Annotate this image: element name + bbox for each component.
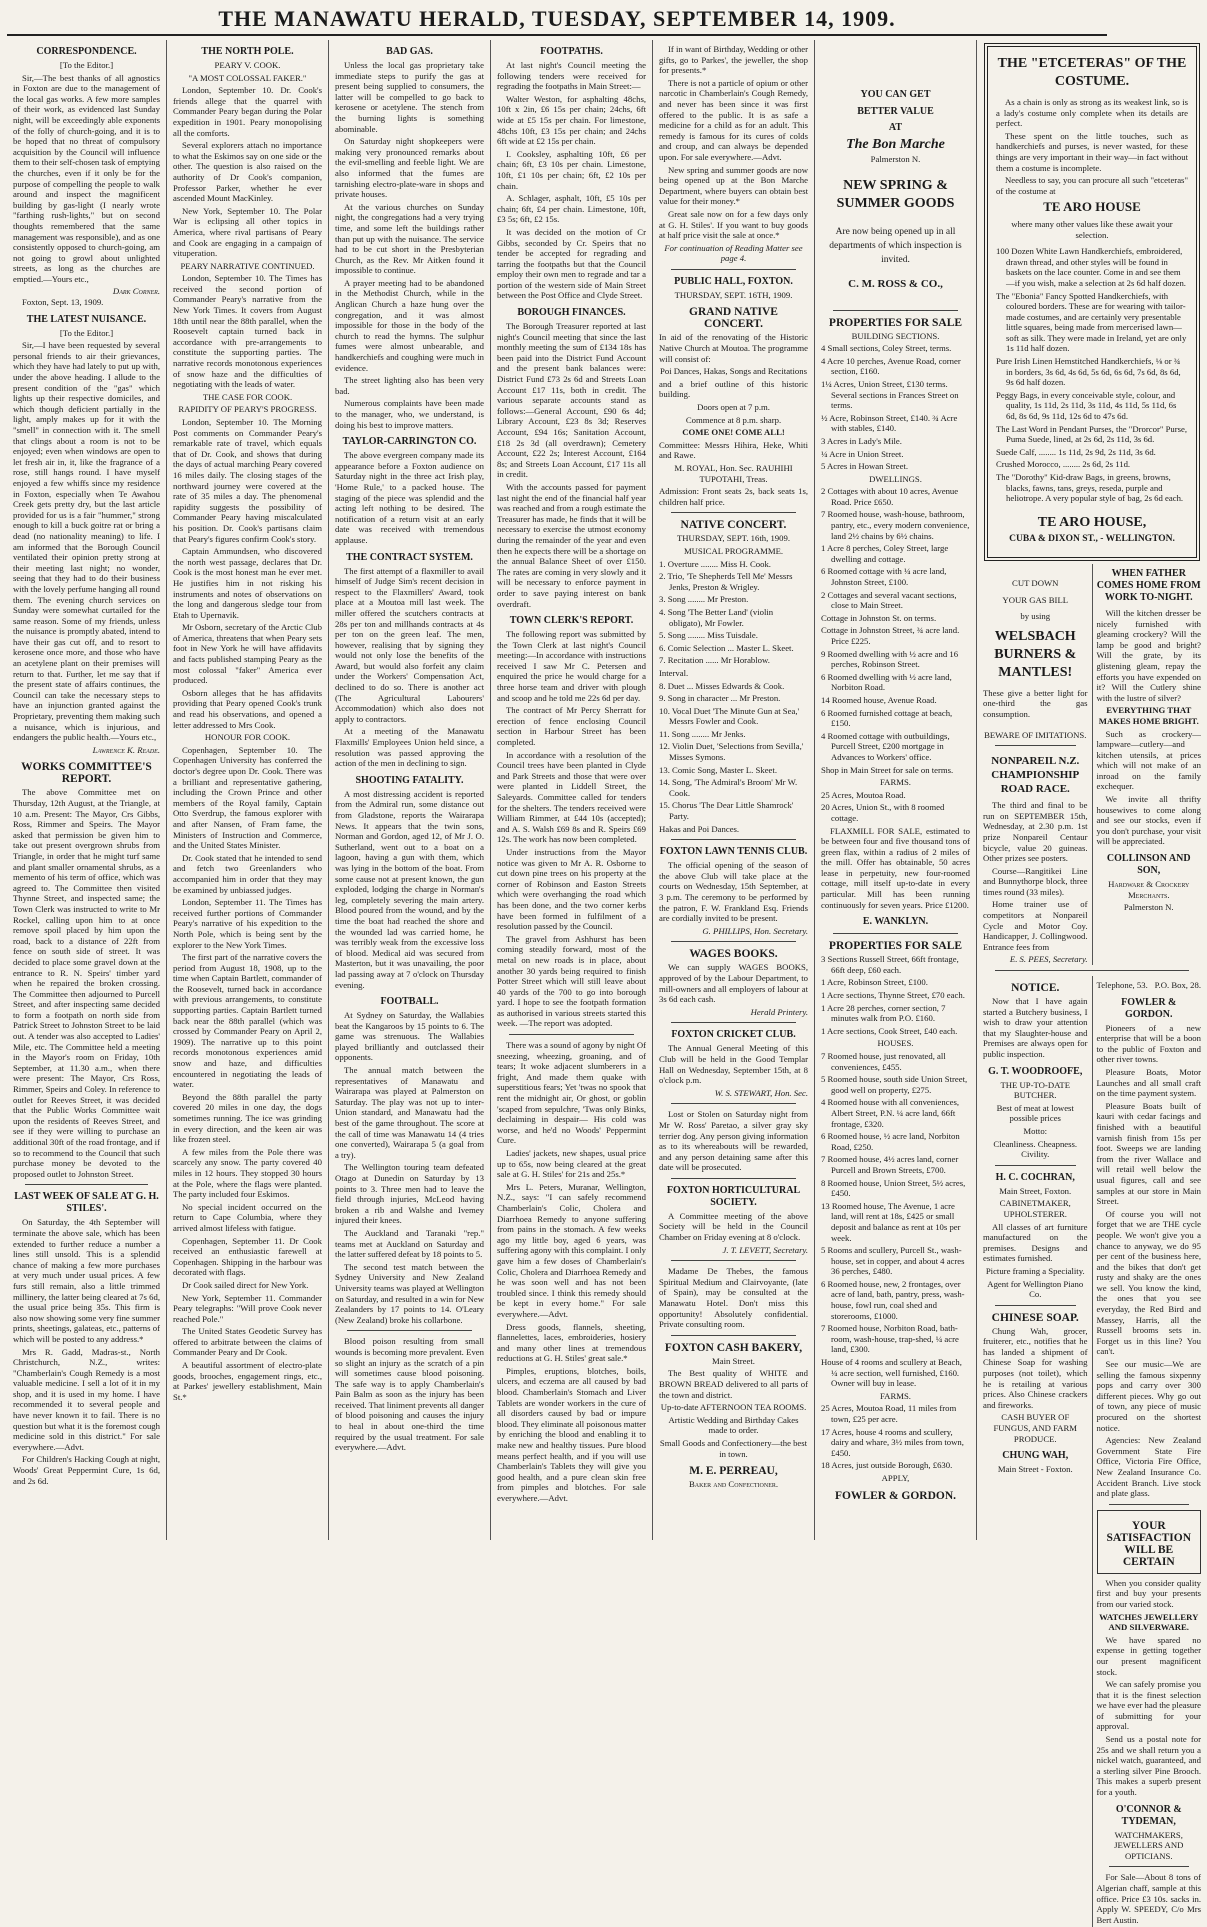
signature: J. T. LEVETT, Secretary. bbox=[722, 1244, 808, 1255]
paragraph: and a brief outline of this historic building. bbox=[659, 378, 808, 400]
watches-heading: WATCHES JEWELLERY AND SILVERWARE. bbox=[1099, 1611, 1199, 1633]
fowler-gordon: FOWLER & GORDON. bbox=[834, 1489, 957, 1502]
list-item: 5 Acres in Howan Street. bbox=[821, 461, 909, 472]
subheading: THE CASE FOR COOK. bbox=[202, 391, 293, 402]
paragraph: When you consider quality first and buy your presents from our varied stock. bbox=[1096, 1577, 1201, 1609]
paragraph: The Borough Treasurer reported at last night's Council meeting that since the last monthly meeting the sum of £134 18s has been paid into the District Fund Account and the present bank balances were: District Fund £73 2s 6d and Streets Loan Account £17 11s, both in credit. The various separate accounts stand as follows:—General Account, £90 6s 4d; Library Account, £23 8s 3d; Reserves Account, £94 16s; Sanitation Account, £18 2s 3d (all overdrawn); Cemetery Account, £22 2s; Interest Account, £164 8s; and Streets Loan Account, £17 11s all in credit. bbox=[497, 321, 646, 480]
paragraph: The first attempt of a flaxmiller to avail himself of Judge Sim's recent decision in respect to the Flaxmillers' Award, took place at a Moutoa mill last week. The miller offered the scutchers contracts at 28s per ton and millhands contracts at 4s per ton on the green leaf. The men, however, realising that by signing they would not only lose the benefits of the Award, but would also forfeit any claim under the Workers' Compensation Act, declined to do so. There is another act (The Agricultural Labourers' Accommodation) which also does not apply to contractors. bbox=[335, 565, 484, 724]
notice-column bbox=[983, 976, 1093, 1927]
paragraph: Needless to say, you can procure all such "etceteras" of the costume at bbox=[996, 175, 1188, 196]
correspondence-heading: CORRESPONDENCE. bbox=[36, 46, 137, 57]
subheading: PEARY V. COOK. bbox=[214, 60, 281, 70]
list-item: 5. Song ........ Miss Tuisdale. bbox=[659, 630, 758, 641]
grand-concert-heading: GRAND NATIVE CONCERT. bbox=[689, 306, 778, 331]
list-item: 3. Song ........ Mr Preston. bbox=[659, 594, 749, 605]
paragraph: In aid of the renovating of the Historic Native Church at Moutoa. The programme will consist of: bbox=[659, 332, 808, 364]
picture-framing: Picture framing a Speciality. bbox=[985, 1265, 1085, 1276]
works-report: The above Committee met on Thursday, 12th August, at the Triangle, at 10 a.m. Present: The Mayor, Crs Gibbs, Ross, Rimmer and Speirs. The Mayor asked that permission be given him to take out present overgrown shrubs from Triangle, in order that he might turf same and plant smaller ornamental shrubs, as a memento of his term of office, which was agreed to. The Committee then visited Thynne Street, and inspected same; the Town Clerk was instructed to write to Mr Rockel, calling upon him to at once remove spoil placed by him upon the road, back to a distance of 22ft from fence on south side of street. It was decided to place some gravel down at the entrance to R. N. Speirs' timber yard when he repaired the broken crossing. The Committee then adjourned to Purcell Street, and after inspecting same decided to form a footpath on north side from Patrick Street to Johnston Street to be laid out. A tender was also accepted to Ladies' Mile, etc. The Committee held a meeting in the Mayor's room on Friday, 10th September, at 11.30 a.m., when there were present: The Mayor, Crs Ross, Rimmer, Speirs and Coley. In reference to outlet for Reeves Street, it was decided that the Public Works Committee wait upon the residents of Reeves Street, and see if they were willing to purchase an additional 30ft of the road frontage, and if so to recommend to the Council that such purchase money be devoted to the proposed outlet to Johnston Street. bbox=[13, 787, 160, 1179]
etceteras-ad bbox=[987, 46, 1197, 558]
welsbach-heading: WELSBACH BURNERS & MANTLES! bbox=[994, 628, 1077, 680]
paragraph: London, September 10. The Morning Post comments on Commander Peary's remarkable rate of travel, which equals that of Dr. Cook, and shows that during the days of actual marching Peary covered 16 miles daily. The closing stages of the northward journey were covered at the rate of 35 miles a day. The phenomenal rapidity suggests the possibility of Commander Peary having miscalculated his position. Dr. Cook's partisans claim that Peary's figures confirm Cook's story. bbox=[173, 417, 322, 544]
paragraph: As a chain is only as strong as its weakest link, so is a lady's costume only complete when its details are perfect. bbox=[996, 97, 1188, 129]
column-3 bbox=[329, 40, 491, 1540]
contract-heading: THE CONTRACT SYSTEM. bbox=[346, 551, 473, 563]
welsbach-ad bbox=[983, 564, 1093, 965]
father-ad bbox=[1097, 564, 1202, 965]
paragraph: These spent on the little touches, such as handkerchiefs and purses, is never wasted, for these things are very important in their way—in fact without them a costume is incomplete. bbox=[996, 130, 1188, 173]
farm-list-2 bbox=[821, 1403, 970, 1471]
paragraph: The Auckland and Taranaki "rep." teams met at Auckland on Saturday and the latter suffered defeat by 18 points to 5. bbox=[335, 1227, 484, 1260]
column-2 bbox=[167, 40, 329, 1540]
columns bbox=[7, 40, 1201, 1925]
paragraph: I. Cooksley, asphalting 10ft, £6 per chain; 6ft, £3 10s per chain. Limestone, 10ft, £1 10s per chain; 6ft, £2 10s per chain. bbox=[497, 148, 646, 191]
list-item: 4 Roomed cottage with outbuildings, Purcell Street, £200 mortgage in Advances to Workers' office. bbox=[821, 730, 950, 762]
subheading: RAPIDITY OF PEARY'S PROGRESS. bbox=[178, 404, 317, 415]
list-item: 6 Roomed furnished cottage at beach, £150. bbox=[821, 707, 953, 729]
paragraph: London, September 11. The Times has received further portions of Commander Peary's narrative of his expedition to the North Pole, which is being sent by the explorer to the New York Times. bbox=[173, 897, 322, 950]
concert-items: Poi Dances, Hakas, Songs and Recitations bbox=[660, 366, 807, 377]
list-item: 25 Acres, Moutoa Road, 11 miles from town, £25 per acre. bbox=[821, 1403, 957, 1424]
list-item: 7 Roomed house, wash-house, bathroom, pantry, etc., every modern convenience, land 2½ chains by 6½ chains. bbox=[821, 509, 970, 541]
oconnor-heading: O'CONNOR & TYDEMAN, bbox=[1115, 1803, 1182, 1827]
paragraph: Course—Rangitikei Line and Bunnythorpe block, three times round (33 miles). bbox=[983, 865, 1088, 897]
paragraph: Beyond the 88th parallel the party covered 20 miles in one day, the dogs sometimes running. The ice was grinding in every direction, and the keen air was like frozen steel. bbox=[173, 1091, 322, 1145]
paragraph: Under instructions from the Mayor notice was given to Mr A. R. Osborne to cut down pine trees on his property at the corner of Robinson and Easton Streets which were overhanging the road which has been done, and the two corner kerbs have been formed in fulfilment of a resolution passed by the Council. bbox=[497, 846, 646, 932]
list-item: 7 Roomed house, 4½ acres land, corner Purcell and Brown Streets, £700. bbox=[821, 1154, 959, 1175]
list-item: Cottage in Johnston St. on terms. bbox=[821, 612, 937, 623]
letter-nuisance: Sir,—I have been requested by several personal friends to air their grievances, which they have had lately to put up with, under the above heading. I allude to the present condition of the "gas" which lights up their respective domiciles, and which though deficient partially in the light, amply makes up for it with the "smell" in connection with it. The smell that clings about a room is not to be enjoyed; even when windows are open to let fresh air in, it, like the fragrance of a rose, still hangs round. I have myself enjoyed a few whiffs since my residence in Foxton, especially when Te Awahou Creek gets pretty dry, but the last article provided for us is a fair "hummer," strong enough to kill a buck goitre rat or bring a dead (no nationality meaning) to life. I am informed that the Borough Council ventilated their opinion pretty strong at their meeting last night; no wonder, seeing that they had to do their business with the lovely perfume hanging all round them. The evening church services on Sunday were somewhat curtailed for the same reason. Some of my friends, unless the nuisance is promptly abated, intend to have their gas cut off, and to resort to kerosene once more, and those who have an acetylene plant on their premises will return to that. Further, let me say that if the present state of affairs continues, the Council can take the necessary steps to have an injunction granted against the Proprietary, preventing them making such a nuisance, which is injurious, and endangers the public health.—Yours etc., bbox=[13, 340, 160, 743]
list-item: 1 Acre sections, Cook Street, £40 each. bbox=[821, 1025, 958, 1036]
cochran-heading: H. C. COCHRAN, bbox=[995, 1171, 1075, 1183]
letter-gas: Sir,—The best thanks of all agnostics in Foxton are due to the management of the local gas works. A few more samples of their work, as evidenced last Sunday night, will be exceedingly able exponents of the folly of church-going, and it is to be hoped that no threat of compulsory acquisition by the Council will influence them to their self-chosen task of emptying the churches, even if it only be for the purpose of compelling the people to walk around and inspect the magnificent building by gas-light (I nearly wrote "farthing rush-lights," but on second thoughts remembered that the same management was responsible), and as one consistently opposed to church-going, am not going to growl about unlighted streets, as long as the churches are emptied.—Yours etc., bbox=[13, 72, 160, 284]
paragraph: Osborn alleges that he has affidavits providing that Peary opened Cook's trunk and read his observations, and opened a letter addressed to Mrs Cook. bbox=[173, 687, 322, 730]
list-item: 6 Roomed house, ½ acre land, Norbiton Road, £250. bbox=[821, 1131, 960, 1152]
paragraph: Pimples, eruptions, blotches, boils, ulcers, and eczema are all caused by bad blood. Chamberlain's Stomach and Liver Tablets are wonder workers in the cure of all disorders caused by bad or impure blood. They eliminate all poisonous matter by enriching the blood and enabling it to make new and healthy tissues. Pure blood means perfect health, and if you will use Chamberlain's Tablets they will give you good health, and a pure clean skin free from pimples and blotches. For sale everywhere.—Advt. bbox=[497, 1365, 646, 1503]
ad-line: YOUR GAS BILL bbox=[1002, 594, 1069, 605]
column-5 bbox=[653, 40, 815, 1540]
north-pole-heading: THE NORTH POLE. bbox=[201, 46, 294, 57]
masthead: THE MANAWATU HERALD, TUESDAY, SEPTEMBER 14, 1909. bbox=[7, 6, 1107, 36]
letter-signature: Lawrence K. Reade. bbox=[92, 744, 160, 755]
list-item: 1 Acre 28 perches, corner section, 7 minutes walk from P.O. £160. bbox=[821, 1002, 946, 1024]
chung-address: Main Street - Foxton. bbox=[997, 1464, 1073, 1475]
signature: E. S. PEES, Secretary. bbox=[1009, 954, 1088, 965]
chung-heading: CHUNG WAH, bbox=[1002, 1450, 1069, 1462]
list-item: 6 Roomed cottage with ¼ acre land, Johnston Street, £100. bbox=[821, 566, 947, 588]
wanklyn: E. WANKLYN. bbox=[862, 916, 929, 928]
list-item: 4 Acre 10 perches, Avenue Road, corner section, £160. bbox=[821, 355, 961, 377]
soap-heading: CHINESE SOAP. bbox=[991, 1311, 1079, 1324]
paragraph: At the various churches on Sunday night, the congregations had a very trying time, and some left the buildings rather than put up with the nuisance. The service had to be cut short in the Presbyterian Church, as the Rev. Mr Aitken found it impossible to continue. bbox=[335, 201, 484, 276]
paragraph: The official opening of the season of the above Club will take place at the courts on Wednesday, 15th September, at 3 p.m. The ceremony to be performed by the patron, F. W. Frankland Esq. Friends are cordially invited to be present. bbox=[659, 860, 808, 924]
paragraph: A. Schlager, asphalt, 10ft, £5 10s per chain; 6ft, £4 per chain. Limestone, 10ft, £3 5s; 6ft, £2 15s. bbox=[497, 193, 646, 225]
bakery-heading: FOXTON CASH BAKERY, bbox=[664, 1341, 803, 1354]
paragraph: London, September 10. Dr. Cook's friends allege that the quarrel with Commander Peary began during the Polar expedition in 1901. Peary monopolising all the comforts. bbox=[173, 85, 322, 138]
native-concert-heading: NATIVE CONCERT. bbox=[680, 519, 787, 532]
perreau-title: Baker and Confectioner. bbox=[688, 1479, 779, 1490]
houses: HOUSES. bbox=[877, 1038, 914, 1049]
notice-heading: NOTICE. bbox=[1011, 982, 1060, 995]
list-item: 8. Duet ... Misses Edwards & Cook. bbox=[659, 680, 785, 691]
list-item: 17 Acres, house 4 rooms and scullery, dairy and whare, 3½ miles from town, £450. bbox=[821, 1426, 964, 1458]
paragraph: The Wellington touring team defeated Otago at Dunedin on Saturday by 13 points to 3. Three men had to leave the field through injuries, McLeod having broken a rib and Walshe and Ivemey injured their knees. bbox=[335, 1162, 484, 1226]
paragraph: The Best quality of WHITE and BROWN BREAD delivered to all parts of the town and district. bbox=[659, 1368, 808, 1400]
list-item: 2 Cottages and several vacant sections, close to Main Street. bbox=[821, 589, 957, 611]
paragraph: At last night's Council meeting the following tenders were received for regrading the footpaths in Main Street:— bbox=[497, 60, 646, 92]
paragraph: In accordance with a resolution of the Council trees have been planted in Clyde and Park Streets and those that were over were planted in Liddell Street, the Saleyards. Committee called for tenders for the shelters. The tenders received were William Rimmer, at £44 10s (accepted); and A. S. Walsh £69 8s and R. Speirs £69 12s. The work has now been completed. bbox=[497, 749, 646, 845]
list-item: Interval. bbox=[659, 667, 689, 678]
fowler-gordon-heading: FOWLER & GORDON. bbox=[1121, 996, 1177, 1020]
to-editor: [To the Editor.] bbox=[59, 327, 114, 338]
poem: There was a sound of agony by night Of sneezing, wheezing, groaning, and of tears; It woke adjacent slumberers in a fright, And made them quake with superstitious fears; Yet 'twas no spook that rent the midnight air, Or ghost, or goblin 'scaped from sepulchre, 'Twas only Binks, declaiming in despair— His cold was worse, and he'd no Woods' Peppermint Cure. bbox=[497, 1040, 646, 1146]
paragraph: All classes of art furniture manufactured on the premises. Designs and estimates furnished. bbox=[983, 1221, 1088, 1264]
list-item: 6. Comic Selection ... Master L. Skeet. bbox=[659, 642, 794, 653]
testimonial: Mrs R. Gadd, Madras-st., North Christchurch, N.Z., writes: "Chamberlain's Cough Remedy is a most valuable medicine. I sell a lot of it in my shop, and it is used in my home. I have recommended it to several people and have never known it to fail. There is no question but what it is the foremost cough medicine sold in this district." For sale everywhere.—Advt. bbox=[13, 1346, 160, 1452]
collinson-title: Hardware & Crockery Merchants. bbox=[1108, 879, 1190, 900]
list-item: Crushed Morocco, ........ 2s 6d, 2s 11d. bbox=[996, 459, 1131, 470]
list-item: 100 Dozen White Lawn Handkerchiefs, embroidered, drawn thread, and other styles will be found in baskets on the lace counter. Come in and see them—if you wish, make a selection at 2s 6d half dozen. bbox=[996, 246, 1186, 288]
secretary: M. ROYAL, Hon. Sec. RAUHIHI TUPOTAHI, Treas. bbox=[674, 463, 793, 484]
etceteras-list bbox=[996, 246, 1188, 504]
doors-open: Doors open at 7 p.m. bbox=[697, 402, 770, 413]
paragraph: The third and final to be run on SEPTEMBER 15th, Wednesday, at 2.30 p.m. 1st prize Nonpareil Centaur bicycle, value 20 guineas. Other prizes see posters. bbox=[983, 800, 1088, 864]
paragraph: These give a better light for one-third the gas consumption. bbox=[983, 687, 1088, 719]
te-aro-heading-2: TE ARO HOUSE, bbox=[1037, 514, 1147, 530]
farms: FARMS. bbox=[880, 777, 911, 788]
list-item: 4. Song 'The Better Land' (violin obligato), Mr Fowler. bbox=[659, 606, 774, 628]
paragraph: The Annual General Meeting of this Club will be held in the Good Templar Hall on Wednesday, September 15th, at 8 o'clock p.m. bbox=[659, 1043, 808, 1086]
paragraph: New York, September 11. Commander Peary telegraphs: "Will prove Cook never reached Pole." bbox=[173, 1292, 322, 1324]
concert-date: THURSDAY, SEPT. 16TH, 1909. bbox=[674, 289, 793, 300]
paragraph: A prayer meeting had to be abandoned in the Methodist Church, while in the Anglican Church a haze hung over the congregation, and it was almost impossible for those in the body of the church to read the hymns. The sulphur fumes were almost unbearable, and handkerchiefs and coughing were much in evidence. bbox=[335, 277, 484, 373]
signature: G. PHILLIPS, Hon. Secretary. bbox=[702, 925, 808, 936]
paragraph: Copenhagen, September 11. Dr Cook received an enthusiastic farewell at Copenhagen. Shipping in the harbour was decorated with flags. bbox=[173, 1235, 322, 1278]
paragraph: See our music—We are selling the famous sixpenny pops and carry over 300 different pieces. Why go out of town, any piece of music procured on the shortest notice. bbox=[1096, 1359, 1201, 1433]
list-item: 20 Acres, Union St., with 8 roomed cottage. bbox=[821, 802, 945, 823]
paragraph: With the accounts passed for payment last night the end of the financial half year was reached and from a rough estimate the Treasurer has made, he finds that it will be necessary to exercise the utmost economy during the remainder of the year and even then he expects there will be a shortage on the annual Balance Sheet of over £150. The rates are coming in very slowly and it will be necessary to enforce payment in order to save paying interest on bank overdraft. bbox=[497, 481, 646, 609]
farm-list bbox=[821, 790, 970, 824]
perreau-heading: M. E. PERREAU, bbox=[689, 1465, 778, 1478]
paragraph: Unless the local gas proprietary take immediate steps to purify the gas at present being supplied to consumers, the latter will be compelled to go back to kerosene or acetylene. The stench from the burning lights is something abominable. bbox=[335, 60, 484, 134]
paragraph: Captain Ammundsen, who discovered the north west passage, declares that Dr. Cook is the most honest man he ever met. He justifies him in not risking his instruments and notes of observations on the long and dangerous sledge tour from Etah to Upernavik. bbox=[173, 546, 322, 620]
dwellings: DWELLINGS. bbox=[869, 473, 922, 484]
list-item: 3 Acres in Lady's Mile. bbox=[821, 435, 902, 446]
list-item: 9 Roomed dwelling with ½ acre and 16 perches, Robinson Street. bbox=[821, 648, 959, 670]
list-item: 11. Song ........ Mr Jenks. bbox=[659, 728, 746, 739]
paragraph: Lost or Stolen on Saturday night from Mr W. Ross' Paretao, a silver gray sky terrier dog. Any person giving information as to its whereabouts will be rewarded, and any person detaining same after this date will be prosecuted. bbox=[659, 1109, 808, 1173]
house-list bbox=[821, 1051, 970, 1389]
paragraph: The above evergreen company made its appearance before a Foxton audience on Saturday night in the three act Irish play, 'Home Rule,' to a packed house. The staging of the piece was splendid and the acting left nothing to be desired. The notification of a return visit at an early date was received with tremendous applause. bbox=[335, 450, 484, 545]
paragraph: Blood poison resulting from small wounds is becoming more prevalent. Even so slight an injury as the scratch of a pin will sometimes cause blood poisoning. The safe way is to apply Chamberlain's Pain Balm as soon as the injury has been received. That liniment prevents all danger of blood poisoning and causes the injury to heal in about one-third the time required by the usual treatment. For sale everywhere.—Advt. bbox=[335, 1336, 484, 1453]
paragraph: Pioneers of a new enterprise that will be a boon to the public of Foxton and other river towns. bbox=[1096, 1022, 1201, 1065]
woodroofe-tagline: Best of meat at lowest possible prices bbox=[996, 1102, 1074, 1124]
satisfaction-heading: YOUR SATISFACTION WILL BE CERTAIN bbox=[1106, 1519, 1192, 1568]
football-heading: FOOTBALL. bbox=[380, 996, 439, 1008]
list-item: Shop in Main Street for sale on terms. bbox=[821, 764, 954, 775]
ad-line: by using bbox=[1020, 611, 1051, 622]
paragraph: Dress goods, flannels, sheeting, flannelettes, laces, embroideries, hosiery and many other lines at tremendous reductions at G. H. Stiles' great sale.* bbox=[497, 1321, 646, 1364]
paragraph: Mrs L. Peters, Muranar, Wellington, N.Z., says: "I can safely recommend Chamberlain's Colic, Cholera and Diarrhoea Remedy to anyone suffering from pains in the stomach. A few weeks ago my little boy, aged 6 years, was suffering agony with this complaint. I only gave him a few doses of Chamberlain's Colic, Cholera and Diarrhoea Remedy and he was soon well and has not been troubled since. I think this remedy should be kept in every home." For sale everywhere.—Advt. bbox=[497, 1181, 646, 1319]
list-item: Peggy Bags, in every conceivable style, colour, and quality, 1s 11d, 2s 11d, 3s 11d, 4s 11d, 5s 11d, 6s 6d, 8s 6d, 9s 11d, 12s 6d to 47s 6d. bbox=[996, 389, 1177, 422]
paragraph: For Sale—About 8 tons of Algerian chaff, sample at this office. Price £3 10s. sacks in. Apply W. SPEEDY, C/o Mrs Bert Austin. bbox=[1096, 1872, 1201, 1925]
beware: BEWARE OF IMITATIONS. bbox=[984, 729, 1087, 740]
shooting-heading: SHOOTING FATALITY. bbox=[355, 774, 464, 786]
farms: FARMS. bbox=[880, 1390, 911, 1401]
list-item: 12. Violin Duet, 'Selections from Sevilla,' Misses Symons. bbox=[659, 741, 804, 763]
sale-text: On Saturday, the 4th September will terminate the above sale, which has been extended to further reduce a number a lines still unsold. This is a splendid chance of making a few more purchases at very much under usual prices. A few furs still remain, also a little trimmed millinery, the latter being cleared at 7s 6d, the usual price being 35s. This firm is also now showing some very fine summer prints, sheetings, galateas, etc., patterns of which will be posted to any address.* bbox=[13, 1217, 160, 1344]
list-item: 1 Acre, Robinson Street, £100. bbox=[821, 977, 928, 988]
list-item: House of 4 rooms and scullery at Beach, ¼ acre section, well furnished, £160. Owner will buy in lease. bbox=[821, 1357, 962, 1389]
subheading: HONOUR FOR COOK. bbox=[204, 732, 291, 743]
list-item: 3 Sections Russell Street, 66ft frontage, 66ft deep, £60 each. bbox=[821, 954, 959, 975]
commence: Commence at 8 p.m. sharp. bbox=[685, 414, 782, 425]
paragraph: Pleasure Boats, Motor Launches and all small craft on the time payment system. bbox=[1096, 1067, 1201, 1099]
list-item: 15. Chorus 'The Dear Little Shamrock' Party. bbox=[659, 800, 794, 822]
list-item: Suede Calf, ........ 1s 11d, 2s 9d, 2s 11d, 3s 6d. bbox=[996, 446, 1156, 457]
properties-list bbox=[821, 954, 970, 1036]
footpaths-heading: FOOTPATHS. bbox=[540, 46, 603, 57]
paragraph: On Saturday night shopkeepers were making very pronounced remarks about the evil-smelling and feeble light. We are also informed that the fumes are tarnishing electro-plate-ware in shops and private houses. bbox=[335, 136, 484, 200]
tea-rooms: Up-to-date AFTERNOON TEA ROOMS. bbox=[660, 1402, 807, 1413]
fungus: CASH BUYER OF FUNGUS, AND FARM PRODUCE. bbox=[993, 1412, 1078, 1444]
list-item: 2. Trio, 'Te Shepherds Tell Me' Messrs Jenks, Preston & Wrigley. bbox=[659, 571, 793, 592]
paragraph: The contract of Mr Percy Sherratt for erection of fence enclosing Council section in Harbour Street has been completed. bbox=[497, 705, 646, 748]
new-spring-heading: NEW SPRING & SUMMER GOODS bbox=[836, 177, 955, 211]
list-item: 5 Roomed house, south side Union Street, good well on property, £275. bbox=[821, 1074, 968, 1095]
subheading: PEARY NARRATIVE CONTINUED. bbox=[180, 260, 315, 271]
taylor-heading: TAYLOR-CARRINGTON CO. bbox=[342, 436, 477, 448]
subheading: "A MOST COLOSSAL FAKER." bbox=[188, 72, 307, 83]
ad-line: CUT DOWN bbox=[1012, 577, 1059, 588]
paragraph: At Sydney on Saturday, the Wallabies beat the Kangaroos by 15 points to 6. The game was strenuous. The Wallabies played brilliantly and outclassed their opponents. bbox=[335, 1010, 484, 1063]
column-1 bbox=[7, 40, 167, 1540]
list-item: Pure Irish Linen Hemstitched Handkerchiefs, ⅛ or ¾ in borders, 3s 6d, 4s 6d, 5s 6d, 6s 6d, 7s 6d, 8s 6d, 9s 6d half dozen. bbox=[996, 356, 1181, 388]
column-7 bbox=[977, 40, 1207, 1925]
contact-row bbox=[1097, 980, 1202, 991]
list-item: 1 Acre sections, Thynne Street, £70 each. bbox=[821, 990, 965, 1001]
newspaper-page bbox=[7, 0, 1201, 1925]
paragraph: Dr Cook sailed direct for New York. bbox=[182, 1279, 309, 1290]
paragraph: Copenhagen, September 10. The Copenhagen University has conferred the doctor's degree upon Dr. Cook. There was a brilliant and representative gathering, including the Crown Prince and other members of the Royal family, Captain Otto Sverdrup, the famous explorer with and after Nansen, of Fram fame, the Ministers of Instruction and Commerce, and the United States Minister. bbox=[173, 744, 322, 851]
paragraph: Madame De Thebes, the famous Spiritual Medium and Clairvoyante, (late of Spain), may be consulted at the Manawatu Hotel. Don't miss this opportunity! Absolutely confidential. Private consulting room. bbox=[659, 1266, 808, 1330]
collinson-address: Palmerston N. bbox=[1123, 902, 1174, 913]
paragraph: It was decided on the motion of Cr Gibbs, seconded by Cr. Speirs that no tender be accepted for regrading and tarring the footpaths but that the Council employ their own men to regrade and tar a portion of the western side of Main Street between the Post Office and Clyde Street. bbox=[497, 226, 646, 301]
paragraph: Committee: Messrs Hihira, Heke, Whiti and Rawe. bbox=[659, 439, 808, 461]
bon-marche-logo: The Bon Marche bbox=[846, 136, 945, 152]
te-aro-sub: where many other values like these await your selection. bbox=[1011, 218, 1173, 240]
paragraph: Such as crockery—lampware—cutlery—and kitchen utensils, at prices which will not make of an inroad on the family exchequer. bbox=[1096, 728, 1201, 792]
list-item: 7. Recitation ...... Mr Horablow. bbox=[659, 655, 770, 666]
paragraph: New York, September 10. The Polar War is eclipsing all other topics in America, where rival partisans of Peary and Cook are engaging in a campaign of vituperation. bbox=[173, 205, 322, 259]
list-item: ¼ Acre in Union Street. bbox=[821, 448, 904, 459]
list-item: 8 Roomed house, Union Street, 5½ acres, £450. bbox=[821, 1177, 966, 1199]
paragraph: Now that I have again started a Butchery business, I wish to draw your attention that my Slaughter-house and Premises are always open for public inspection. bbox=[983, 996, 1088, 1059]
father-heading: WHEN FATHER COMES HOME FROM WORK TO-NIGHT. bbox=[1096, 567, 1201, 603]
paragraph: Great sale now on for a few days only at G. H. Stiles'. If you want to buy goods at half price visit the sale at once.* bbox=[659, 208, 808, 241]
column-6 bbox=[815, 40, 977, 1540]
signature: Herald Printery. bbox=[750, 1006, 808, 1017]
paragraph: Pleasure Boats built of kauri with cedar facings and finished with a beautiful varnish finish from 15s per foot. Sweeps we are landing from the river Wallace and will retail well below the usual figures, call and see samples at our store in Main Street. bbox=[1096, 1100, 1201, 1207]
list-item: Cottage in Johnston Street, ¾ acre land. Price £225. bbox=[821, 625, 960, 646]
come-all: COME ONE! COME ALL! bbox=[682, 427, 785, 438]
signature: W. S. STEWART, Hon. Sec. bbox=[714, 1087, 808, 1098]
satisfaction-ad bbox=[1097, 1510, 1202, 1574]
town-clerk-heading: TOWN CLERK'S REPORT. bbox=[509, 615, 634, 627]
ad-line: Palmerston N. bbox=[870, 154, 921, 165]
paragraph: If in want of Birthday, Wedding or other gifts, go to Parkes', the jeweller, the shop for presents.* bbox=[659, 44, 808, 76]
paragraph: Home trainer use of competitors at Nonpareil Cycle and Motor Coy. Handicapper, J. Collingwood. Entrance fees from bbox=[983, 899, 1088, 952]
paragraph: A beautiful assortment of electro-plate goods, brooches, engagement rings, etc., at Parkes' jewellery establishment, Main St.* bbox=[173, 1360, 322, 1402]
cabinetmaker: CABINETMAKER, UPHOLSTERER. bbox=[999, 1198, 1071, 1219]
sale-heading: LAST WEEK OF SALE AT G. H. STILES'. bbox=[14, 1191, 159, 1215]
horticultural-heading: FOXTON HORTICULTURAL SOCIETY. bbox=[666, 1184, 801, 1208]
list-item: 6 Roomed dwelling with ½ acre land, Norbiton Road. bbox=[821, 671, 952, 693]
paragraph: London, September 10. The Times has received the second portion of Commander Peary's narrative from the New York Times. It covers from August 18th until near the 88th parallel, when the Roosevelt captain turned back in accordance with pre-arrangements to constitute the supporting parties. The narrative records monotonous experiences of snow haze and the difficulties of negotiating with the leads of water. bbox=[173, 273, 322, 390]
paragraph: Walter Weston, for asphalting 48chs, 10ft x 2in, £6 15s per chain; 24chs, 6ft wide at £5 15s per chain. For limestone, 48chs 10ft, £3 15s per chain; and 24chs 6ft wide at £2 15s per chain. bbox=[497, 93, 646, 147]
list-item: The "Ebonia" Fancy Spotted Handkerchiefs, with coloured borders. These are for wearing with tailor-made costumes, and are certainly very presentable little squares, being made from mercerised lawn—soft as silk. They were made in Ireland, yet are only 1s 11d half dozen. bbox=[996, 290, 1187, 354]
list-item: 6 Roomed house, new, 2 frontages, over acre of land, bath, pantry, press, wash-house, fowl run, coal shed and storerooms, £1000. bbox=[821, 1278, 965, 1321]
list-item: 13 Roomed house, The Avenue, 1 acre land, will rent at 18s, £425 or small deposit and balance as rent at 10s per week. bbox=[821, 1200, 961, 1243]
list-item: ½ Acre, Robinson Street, £140. ¾ Acre with stables, £140. bbox=[821, 412, 958, 434]
dwelling-list bbox=[821, 486, 970, 775]
piano-agent: Agent for Wellington Piano Co. bbox=[987, 1278, 1084, 1300]
list-item: 1. Overture ........ Miss H. Cook. bbox=[659, 558, 771, 569]
paragraph: We can supply WAGES BOOKS, approved of by the Labour Department, to mill-owners and all employers of labour at 3s 6d each cash. bbox=[659, 962, 808, 1005]
list-item: 4 Small sections, Coley Street, terms. bbox=[821, 343, 952, 354]
fowler-column bbox=[1097, 976, 1202, 1927]
cricket-heading: FOXTON CRICKET CLUB. bbox=[671, 1029, 796, 1041]
paragraph: Ladies' jackets, new shapes, usual price up to 65s, now being cleared at the great sale at G. H. Stiles' for 21s and 25s.* bbox=[497, 1148, 646, 1180]
nuisance-heading: THE LATEST NUISANCE. bbox=[26, 313, 147, 325]
to-editor: [To the Editor.] bbox=[59, 60, 114, 70]
paragraph: Admission: Front seats 2s, back seats 1s, children half price. bbox=[659, 486, 808, 507]
paragraph: Of course you will not forget that we are THE cycle people. We won't give you a chance to anyway, we do 95 per cent of the business here, and the bikes that don't get rusty and shaky are the ones we sell. You know the kind, the ones that you see everyday, the Red Bird and Massey, Harris, all the Russell brooms sets in. Forget us in this line? You can't. bbox=[1096, 1208, 1201, 1357]
paragraph: Chung Wah, grocer, fruiterer, etc., notifies that he has landed a shipment of Chinese Soap for washing purposes (not toilet), which he is retailing at various prices. Also Chinese crackers and fireworks. bbox=[983, 1325, 1088, 1410]
list-item: 10. Vocal Duet 'The Minute Gun at Sea,' Messrs Fowler and Cook. bbox=[659, 705, 800, 727]
paragraph: A most distressing accident is reported from the Admiral run, some distance out from Gladstone, reports the Wairarapa News. It appears that the twin sons, Norman and Gordon, aged 12, of Mr J. O. Sutherland, went out to a boat on a lagoon, having a gun with them, which was lying in the bottom of the boat. From some cause not at present known, the gun exploded, lodging the charge in Norman's leg, completely severing the main artery. Blood poured from the wound, and by the time the boat had reached the shore and the wounded lad was carried home, he was terribly weak from the excessive loss of blood. Medical aid was secured from Masterton, but it was unavailing, the poor lad passing away at 7 o'clock on Thursday evening. bbox=[335, 788, 484, 990]
paragraph: Are now being opened up in all departments of which inspection is invited. bbox=[829, 226, 962, 265]
paragraph: The first part of the narrative covers the period from August 18, 1908, up to the time when Captain Bartlett, commander of the Roosevelt, turned back in accordance with previous arrangements, to constitute supporting parties. Captain Bartlett turned back near the 88th parallel (which was crossed by Commander Peary on April 2, 1909). The narrative up to this point records monotonous experiences amid snow and haze, and difficulties encountered in negotiating the leads of water. bbox=[173, 952, 322, 1090]
paragraph: At a meeting of the Manawatu Flaxmills' Employees Union held since, a resolution was passed approving the action of the men in declining to sign. bbox=[335, 726, 484, 769]
paragraph: We have spared no expense in getting together our present magnificent stock. bbox=[1096, 1634, 1201, 1677]
paragraph: No special incident occurred on the return to Cape Columbia, where they arrived almost lifeless with fatigue. bbox=[173, 1201, 322, 1233]
tennis-heading: FOXTON LAWN TENNIS CLUB. bbox=[659, 846, 808, 858]
paragraph: A Committee meeting of the above Society will be held in the Council Chamber on Friday evening at 8 o'clock. bbox=[659, 1210, 808, 1243]
race-heading: NONPAREIL N.Z. CHAMPIONSHIP ROAD RACE. bbox=[991, 755, 1080, 796]
column-4 bbox=[491, 40, 653, 1540]
etceteras-heading: THE "ETCETERAS" OF THE COSTUME. bbox=[997, 56, 1187, 89]
cakes: Artistic Wedding and Birthday Cakes made to order. bbox=[668, 1414, 799, 1436]
paragraph: The second test match between the Sydney University and New Zealand University teams was played at Wellington on Saturday, and resulted in a win for New Zealanders by 17 points to 14. O'Leary (New Zealand) broke his collarbone. bbox=[335, 1261, 484, 1325]
collinson-heading: COLLINSON AND SON, bbox=[1106, 853, 1191, 877]
list-item: 25 Acres, Moutoa Road. bbox=[821, 789, 906, 800]
list-item: 2 Cottages with about 10 acres, Avenue Road. Price £650. bbox=[821, 486, 959, 507]
list-item: 4 Roomed house with all conveniences, Albert Street, P.N. ¼ acre land, 66ft frontage, £320. bbox=[821, 1097, 960, 1129]
paragraph: The annual match between the representatives of Manawatu and Wairarapa was played at Palmerston on Saturday. The play was not up to inter-Union standard, and Manawatu had the best of the game throughout. The score at the call of time was Manawatu 14 (4 tries one converted), Wairarapa 5 (a goal from a try). bbox=[335, 1065, 484, 1160]
paragraph: Agencies: New Zealand Government State Fire Office, Victoria Fire Office, New Zealand Insurance Co. Accident Branch. Live stock and plate glass. bbox=[1096, 1435, 1201, 1499]
building-sections: BUILDING SECTIONS. bbox=[851, 330, 940, 341]
letter-date: Foxton, Sept. 13, 1909. bbox=[22, 297, 104, 308]
paragraph: Several explorers attach no importance to what the Eskimos say on one side or the other. The question is also raised on the authority of Dr Cook's companion, Professor Parker, whether he ever ascended Mount MacKinley. bbox=[173, 140, 322, 204]
paragraph: The United States Geodetic Survey has offered to arbitrate between the claims of Commander Peary and Dr Cook. bbox=[173, 1326, 322, 1358]
list-item: 13. Comic Song, Master L. Skeet. bbox=[659, 764, 777, 775]
paragraph: FLAXMILL FOR SALE, estimated to be between four and five thousand tons of green flax, within a radius of 2 miles of the mill. Offer has obtainable, 50 acres lease in perpetuity, new four-roomed cottage, mill itself up-to-date in every particular. Mill has been running continuously for seven years. Price £1200. bbox=[821, 825, 970, 910]
paragraph: A few miles from the Pole there was scarcely any snow. The party covered 40 miles in 12 hours. They stopped 30 hours at the Pole, where the flags were planted. The party included four Eskimos. bbox=[173, 1146, 322, 1200]
oconnor-title: WATCHMAKERS, JEWELLERS AND OPTICIANS. bbox=[1114, 1829, 1184, 1861]
apply: APPLY, bbox=[881, 1472, 910, 1483]
paragraph: Send us a postal note for 25s and we shall return you a nickel watch, guaranteed, and a sterling silver Pine Brooch. This makes a superb present for a youth. bbox=[1096, 1734, 1201, 1798]
list-item: 14. Song, 'The Admiral's Broom' Mr W. Cook. bbox=[659, 777, 798, 798]
po-box: P.O. Box, 28. bbox=[1154, 980, 1201, 991]
continuation-note: For continuation of Reading Matter see page 4. bbox=[664, 242, 803, 264]
cochran-address: Main Street, Foxton. bbox=[999, 1185, 1072, 1196]
ad-line: AT bbox=[888, 122, 903, 134]
list-item: 9. Song in character ... Mr Preston. bbox=[659, 693, 781, 704]
paragraph: We can safely promise you that it is the finest selection we have ever had the pleasure of submitting for your approval. bbox=[1096, 1679, 1201, 1732]
te-aro-heading: TE ARO HOUSE bbox=[1043, 199, 1141, 215]
list-item: 18 Acres, just outside Borough, £630. bbox=[821, 1460, 953, 1471]
building-list bbox=[821, 343, 970, 472]
works-heading: WORKS COMMITTEE'S REPORT. bbox=[21, 761, 152, 786]
paragraph: Dr. Cook stated that he intended to send and fetch two Greenlanders who accompanied him in order that they may be examined by unbiassed judges. bbox=[173, 852, 322, 895]
paragraph: There is not a particle of opium or other narcotic in Chamberlain's Cough Remedy, and never has been since it was first offered to the public. It is as safe a medicine for a child as for an adult. This remedy is famous for its cures of colds and croup, and can always be depended upon. For sale everywhere.—Advt. bbox=[659, 77, 808, 162]
cough-ad: For Children's Hacking Cough at night, Woods' Great Peppermint Cure, 1s 6d, and 2s 6d. bbox=[13, 1454, 160, 1486]
motto-text: Cleanliness. Cheapness. Civility. bbox=[993, 1138, 1078, 1160]
list-item: 14 Roomed house, Avenue Road. bbox=[821, 694, 937, 705]
paragraph: New spring and summer goods are now being opened up at the Bon Marche Department, where buyers can obtain best value for their money.* bbox=[659, 164, 808, 207]
list-item: The "Dorothy" Kid-draw Bags, in greens, browns, blacks, fawns, tans, greys, reseda, purple and heliotrope. A very popular style of bag, 2s 6d each. bbox=[996, 472, 1184, 504]
finances-heading: BOROUGH FINANCES. bbox=[517, 307, 626, 319]
motto: Motto: bbox=[1023, 1125, 1048, 1136]
paragraph: The gravel from Ashhurst has been coming steadily forward, most of the metal on new roads is in place, about another 30 yards being required to finish Potter Street which will still leave about 40 yards of the 700 to go into borough yard. I hope to see the footpath formation as authorised in various streets started this week. —The report was adopted. bbox=[497, 933, 646, 1029]
program-title: MUSICAL PROGRAMME. bbox=[683, 545, 784, 556]
paragraph: The street lighting also has been very bad. bbox=[335, 375, 484, 396]
properties-heading: PROPERTIES FOR SALE bbox=[828, 316, 963, 329]
father-subheading: EVERYTHING THAT MAKES HOME BRIGHT. bbox=[1098, 705, 1199, 726]
list-item: The Last Word in Pendant Purses, the "Drorcor" Purse, Puma Suede, lined, at 2s 6d, 2s 11d, 3s 6d. bbox=[996, 423, 1188, 445]
list-item: 1¼ Acres, Union Street, £130 terms. Several sections in Frances Street on terms. bbox=[821, 378, 959, 411]
woodroofe-heading: G. T. WOODROOFE, bbox=[988, 1065, 1083, 1077]
public-hall-heading: PUBLIC HALL, FOXTON. bbox=[674, 275, 793, 287]
ad-line: BETTER VALUE bbox=[857, 105, 934, 117]
list-item: 5 Rooms and scullery, Purcell St., wash-house, set in copper, and about 4 acres 36 perches, £480. bbox=[821, 1245, 965, 1277]
small-goods: Small Goods and Confectionery—the best in town. bbox=[659, 1437, 808, 1459]
ad-line: YOU CAN GET bbox=[860, 89, 931, 100]
wages-heading: WAGES BOOKS. bbox=[689, 948, 778, 961]
list-item: Hakas and Poi Dances. bbox=[659, 823, 740, 834]
list-item: 1 Acre 8 perches, Coley Street, large dwelling and cottage. bbox=[821, 543, 949, 564]
program-list bbox=[659, 559, 808, 835]
woodroofe-title: THE UP-TO-DATE BUTCHER. bbox=[1000, 1079, 1071, 1101]
paragraph: Will the kitchen dresser be nicely furnished with gleaming crockery? Will the lamp be good and bright? Will the grate, by its glistening gleam, repay the efforts you have expended on it? Will the Cutlery shine with the lustre of silver? bbox=[1096, 607, 1201, 703]
paragraph: The following report was submitted by the Town Clerk at last night's Council meeting:—In accordance with instructions received I saw Mr C. Petersen and enquired the price he would charge for a three horse team and driver with plough and scoop and he told me 22s 6d per day. bbox=[497, 629, 646, 703]
program-date: THURSDAY, SEPT. 16th, 1909. bbox=[676, 533, 791, 544]
bad-gas-heading: BAD GAS. bbox=[386, 46, 433, 57]
paragraph: We invite all thrifty housewives to come along and see our stocks, even if you don't purchase, your visit will be appreciated. bbox=[1096, 794, 1201, 847]
properties-heading-2: PROPERTIES FOR SALE bbox=[828, 940, 963, 953]
te-aro-address: CUBA & DIXON ST., - WELLINGTON. bbox=[1009, 534, 1175, 545]
paragraph: Numerous complaints have been made to the manager, who, we understand, is doing his best to improve matters. bbox=[335, 398, 484, 430]
paragraph: Mr Osborn, secretary of the Arctic Club of America, threatens that when Peary sets foot in New York he will have affidavits and facts published stamping Peary as the most colossal "faker" America ever produced. bbox=[173, 622, 322, 686]
letter-signature: Dark Corner. bbox=[112, 286, 160, 297]
ross-heading: C. M. ROSS & CO., bbox=[848, 277, 943, 290]
telephone: Telephone, 53. bbox=[1096, 980, 1148, 991]
list-item: 7 Roomed house, just renovated, all conveniences, £455. bbox=[821, 1051, 946, 1072]
bakery-street: Main Street. bbox=[712, 1355, 755, 1366]
list-item: 7 Roomed house, Norbiton Road, bath-room, wash-house, trap-shed, ¼ acre land, £300. bbox=[821, 1323, 959, 1355]
